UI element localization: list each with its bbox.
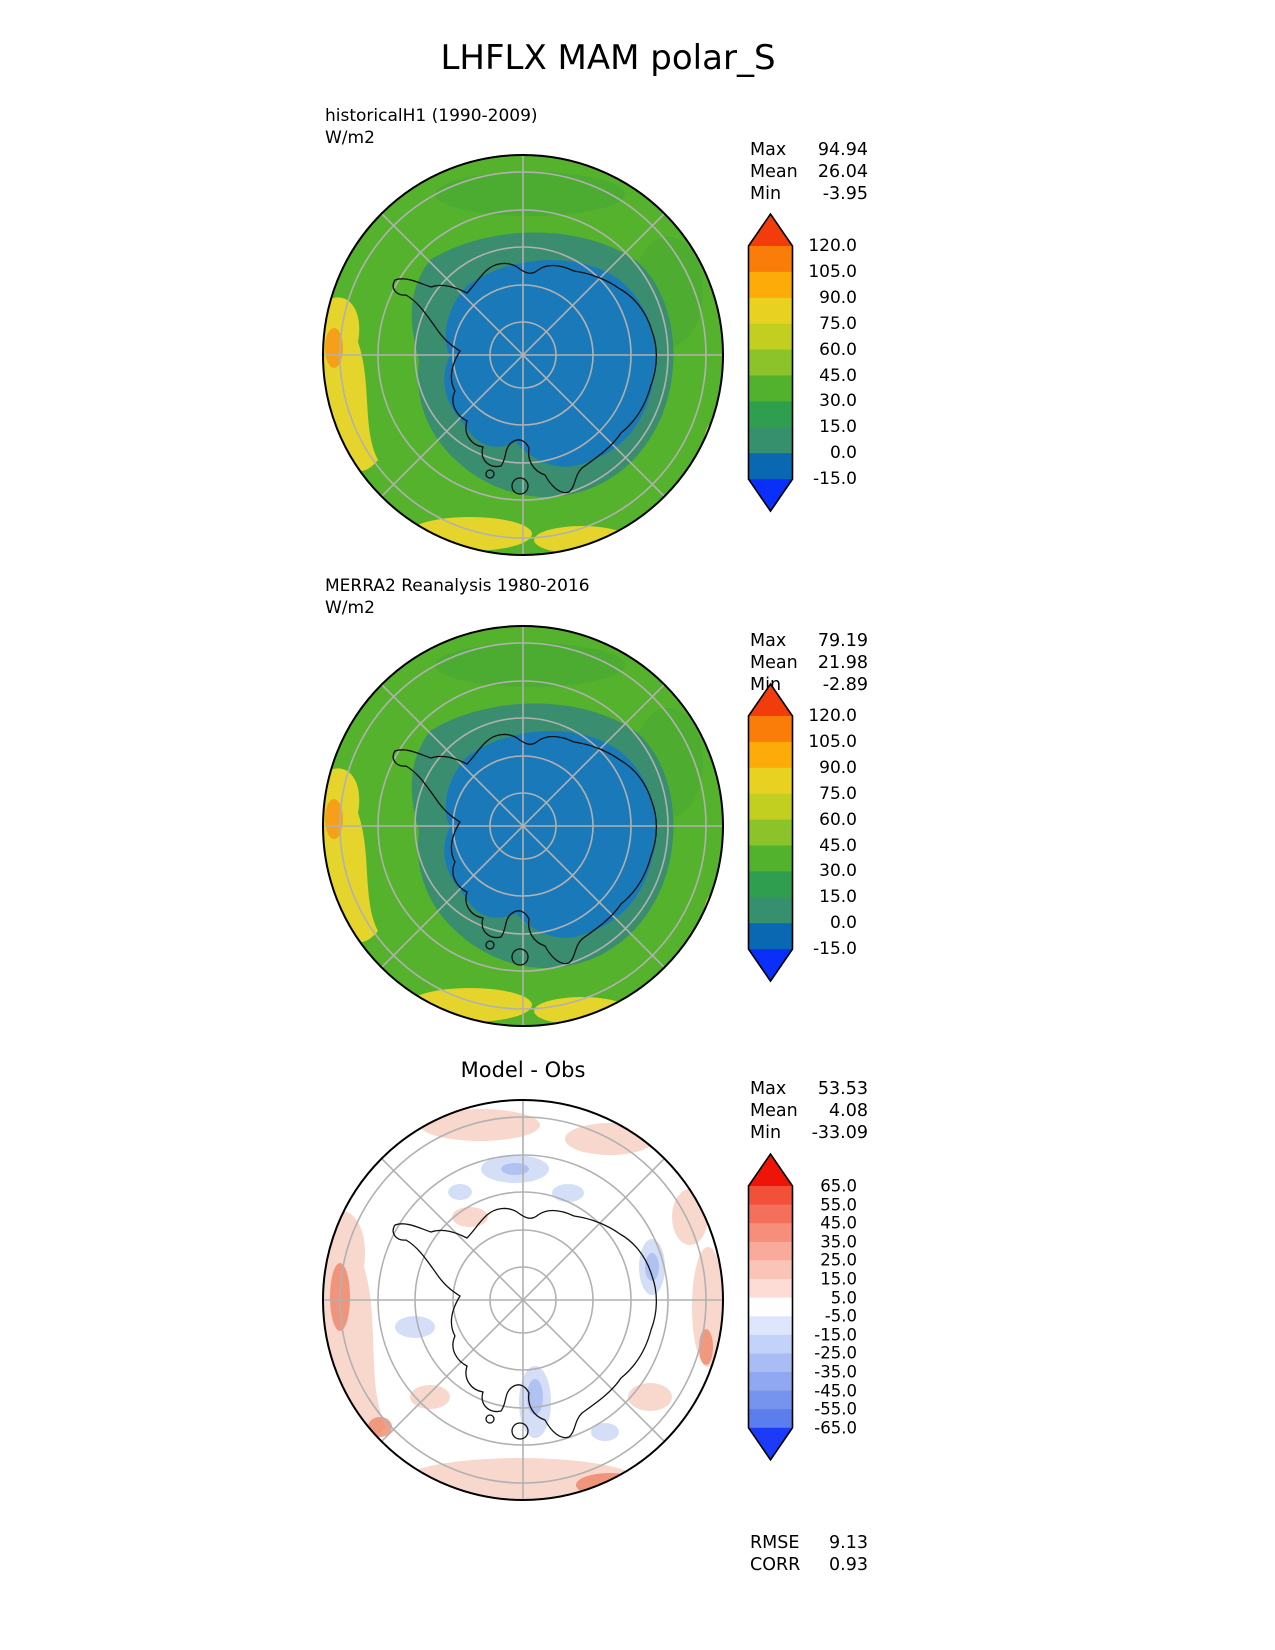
colorbar-tick-label: 30.0 — [819, 391, 857, 412]
colorbar-tick-label: 90.0 — [819, 287, 857, 308]
contour-blob — [420, 1109, 540, 1141]
colorbar-segment — [749, 1279, 793, 1298]
colorbar-tick-label: 90.0 — [819, 757, 857, 778]
stat-row — [750, 1078, 868, 1100]
colorbar-tick-label: 120.0 — [808, 236, 857, 256]
colorbar-segment — [749, 246, 793, 273]
stat-label: Min — [750, 675, 782, 695]
stat-label: CORR — [750, 1555, 801, 1575]
stat-value: 21.98 — [817, 653, 868, 673]
contour-blob — [703, 422, 725, 478]
panel2-map — [320, 623, 726, 1029]
stat-value: 9.13 — [829, 1533, 868, 1553]
colorbar-tick-label: -35.0 — [814, 1362, 857, 1382]
contour-blob — [693, 475, 711, 501]
panel1-colorbar — [747, 212, 795, 518]
colorbar-tick-label: 45.0 — [819, 365, 857, 386]
colorbar-tick-label: 30.0 — [819, 861, 857, 882]
colorbar-segment — [749, 846, 793, 873]
contour-blob — [628, 1383, 672, 1411]
panel2-dataset-label: MERRA2 Reanalysis 1980-2016 — [325, 576, 590, 596]
colorbar-segment — [749, 376, 793, 403]
colorbar-over-arrow — [749, 1154, 793, 1186]
panel2-colorbar-ticks — [793, 682, 857, 992]
stat-value: 0.93 — [829, 1555, 868, 1575]
panel2-colorbar — [747, 682, 795, 988]
stat-value: 53.53 — [817, 1079, 868, 1099]
contour-blob — [534, 997, 630, 1025]
panel3-skill-stats — [750, 1532, 868, 1576]
colorbar-tick-label: -55.0 — [814, 1399, 857, 1419]
stat-row — [750, 630, 868, 652]
colorbar-segment — [749, 1372, 793, 1391]
stat-value: -2.89 — [822, 675, 868, 695]
colorbar-svg — [747, 1152, 795, 1462]
colorbar-tick-label: 45.0 — [819, 835, 857, 856]
stat-label: Min — [750, 1123, 782, 1143]
figure-title: LHFLX MAM polar_S — [440, 38, 776, 78]
contour-blob — [408, 988, 532, 1022]
stat-value: 94.94 — [817, 140, 868, 160]
contour-blob — [408, 517, 532, 551]
panel1-dataset-label: historicalH1 (1990-2009) — [325, 106, 538, 126]
colorbar-tick-label: 120.0 — [808, 706, 857, 726]
contour-blob — [552, 1184, 584, 1202]
colorbar-tick-label: 55.0 — [820, 1195, 857, 1215]
colorbar-under-arrow — [749, 1428, 793, 1460]
colorbar-tick-label: 35.0 — [820, 1232, 857, 1252]
colorbar-tick-label: 65.0 — [820, 1176, 857, 1196]
contour-blob — [448, 1184, 472, 1200]
colorbar-tick-label: -15.0 — [813, 469, 857, 490]
panel1-colorbar-ticks — [793, 212, 857, 522]
colorbar-tick-label: 15.0 — [820, 1269, 857, 1289]
contour-blob — [693, 946, 711, 972]
colorbar-tick-label: 0.0 — [829, 913, 857, 934]
colorbar-tick-label: 15.0 — [819, 417, 857, 438]
stat-label: Max — [750, 140, 787, 160]
colorbar-segment — [749, 820, 793, 847]
panel3-stats — [750, 1078, 868, 1144]
colorbar-segment — [749, 1316, 793, 1335]
colorbar-segment — [749, 923, 793, 950]
stat-label: Min — [750, 184, 782, 204]
colorbar-svg — [747, 212, 795, 514]
colorbar-under-arrow — [749, 479, 793, 511]
colorbar-segment — [749, 1186, 793, 1205]
polar-map-svg — [320, 152, 726, 558]
stat-row — [750, 1100, 868, 1122]
contour-blob — [703, 893, 725, 949]
panel2-units-label: W/m2 — [325, 598, 375, 618]
contour-blob — [576, 1473, 644, 1497]
colorbar-segment — [749, 1223, 793, 1242]
graticule — [323, 155, 723, 555]
colorbar-segment — [749, 298, 793, 325]
contour-blob — [452, 1207, 488, 1227]
colorbar-segment — [749, 272, 793, 299]
panel1-label — [325, 105, 538, 149]
colorbar-tick-label: -45.0 — [814, 1381, 857, 1401]
panel3-colorbar — [747, 1152, 795, 1466]
panel3-map — [320, 1097, 726, 1503]
colorbar-segment — [749, 1353, 793, 1372]
stat-value: 26.04 — [817, 162, 868, 182]
panel3-title: Model - Obs — [460, 1058, 586, 1082]
stat-row — [750, 1122, 868, 1144]
colorbar-svg — [747, 682, 795, 984]
contour-blob — [699, 1329, 713, 1365]
colorbar-over-arrow — [749, 214, 793, 246]
stat-row — [750, 1532, 868, 1554]
stat-row — [750, 139, 868, 161]
colorbar-tick-label: 5.0 — [830, 1288, 857, 1308]
colorbar-tick-label: 0.0 — [829, 443, 857, 464]
panel1-stats — [750, 139, 868, 205]
colorbar-tick-label: 75.0 — [819, 313, 857, 334]
colorbar-tick-label: -15.0 — [813, 939, 857, 960]
colorbar-segment — [749, 1205, 793, 1224]
colorbar-tick-label: -5.0 — [824, 1306, 857, 1326]
colorbar-segment — [749, 1298, 793, 1317]
panel1-map — [320, 152, 726, 558]
graticule — [323, 626, 723, 1026]
colorbar-segment — [749, 350, 793, 377]
stat-label: RMSE — [750, 1533, 800, 1553]
stat-label: Max — [750, 631, 787, 651]
colorbar-segment — [749, 1335, 793, 1354]
colorbar-segment — [749, 768, 793, 795]
colorbar-tick-label: 60.0 — [819, 339, 857, 360]
panel1-units-label: W/m2 — [325, 128, 375, 148]
colorbar-tick-label: 60.0 — [819, 809, 857, 830]
contour-blob — [534, 526, 630, 554]
stat-value: -33.09 — [811, 1123, 868, 1143]
colorbar-tick-label: 105.0 — [808, 731, 857, 752]
colorbar-segment — [749, 897, 793, 924]
colorbar-segment — [749, 871, 793, 898]
colorbar-tick-label: 45.0 — [820, 1213, 857, 1233]
stat-row — [750, 161, 868, 183]
stat-label: Mean — [750, 1101, 798, 1121]
stat-row — [750, 183, 868, 205]
colorbar-segment — [749, 401, 793, 428]
panel2-label — [325, 575, 590, 619]
stat-label: Mean — [750, 162, 798, 182]
colorbar-segment — [749, 453, 793, 480]
colorbar-segment — [749, 1391, 793, 1410]
colorbar-segment — [749, 794, 793, 821]
colorbar-segment — [749, 427, 793, 454]
contour-blob — [395, 1316, 435, 1338]
contour-blob — [527, 1379, 543, 1415]
colorbar-tick-label: 75.0 — [819, 783, 857, 804]
contour-blob — [501, 1163, 529, 1175]
stat-label: Mean — [750, 653, 798, 673]
colorbar-over-arrow — [749, 684, 793, 716]
stat-row — [750, 652, 868, 674]
colorbar-segment — [749, 1260, 793, 1279]
colorbar-segment — [749, 1242, 793, 1261]
graticule — [323, 1100, 723, 1500]
contour-blob — [672, 1189, 708, 1245]
colorbar-tick-label: -65.0 — [814, 1418, 857, 1438]
stat-value: -3.95 — [822, 184, 868, 204]
stat-value: 4.08 — [829, 1101, 868, 1121]
colorbar-segment — [749, 742, 793, 769]
stat-value: 79.19 — [817, 631, 868, 651]
colorbar-tick-label: 25.0 — [820, 1250, 857, 1270]
colorbar-tick-label: -25.0 — [814, 1343, 857, 1363]
panel3-colorbar-ticks — [793, 1152, 857, 1472]
colorbar-tick-label: -15.0 — [814, 1325, 857, 1345]
colorbar-under-arrow — [749, 949, 793, 981]
stat-row — [750, 1554, 868, 1576]
polar-map-svg — [320, 623, 726, 1029]
stat-label: Max — [750, 1079, 787, 1099]
colorbar-segment — [749, 1409, 793, 1428]
colorbar-segment — [749, 716, 793, 743]
colorbar-tick-label: 15.0 — [819, 887, 857, 908]
colorbar-segment — [749, 324, 793, 351]
colorbar-tick-label: 105.0 — [808, 261, 857, 282]
polar-map-svg — [320, 1097, 726, 1503]
